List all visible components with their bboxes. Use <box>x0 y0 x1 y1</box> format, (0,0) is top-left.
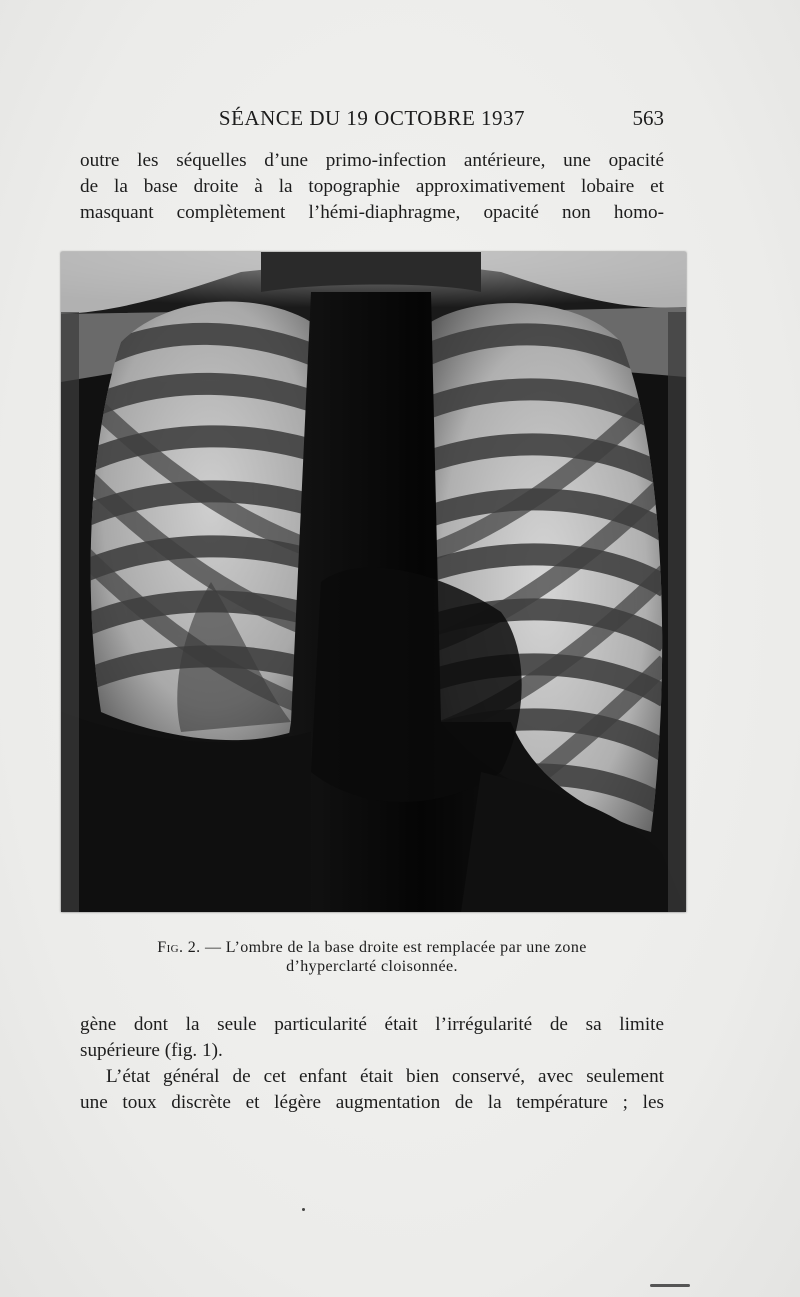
text-line: outre les séquelles d’une primo-infection antérieure, une opacité <box>80 150 664 171</box>
figure-caption <box>80 938 664 976</box>
running-header <box>80 106 664 136</box>
paragraph-bottom <box>80 1012 664 1116</box>
text-line: une toux discrète et légère augmentation de la température ; les <box>80 1092 664 1113</box>
print-speck <box>302 1208 305 1211</box>
paragraph-top <box>80 148 664 226</box>
text-line: supérieure (fig. 1). <box>80 1040 223 1061</box>
figure-label: Fig. 2. <box>157 939 201 956</box>
caption-line-1 <box>80 938 664 957</box>
caption-text-1: — L’ombre de la base droite est remplacée par une zone <box>200 939 587 956</box>
text-line: L’état général de cet enfant était bien conservé, avec seulement <box>106 1066 664 1087</box>
text-line: masquant complètement l’hémi-diaphragme, opacité non homo- <box>80 202 664 223</box>
print-speck <box>650 1284 690 1287</box>
running-header-title: SÉANCE DU 19 OCTOBRE 1937 <box>218 106 526 130</box>
text-line: de la base droite à la topographie approximativement lobaire et <box>80 176 664 197</box>
chest-x-ray-image <box>61 252 686 912</box>
caption-line-2: d’hyperclarté cloisonnée. <box>286 958 458 975</box>
chest-x-ray-figure <box>61 252 686 912</box>
page-number: 563 <box>632 106 664 130</box>
text-line: gène dont la seule particularité était l’irrégularité de sa limite <box>80 1014 664 1035</box>
